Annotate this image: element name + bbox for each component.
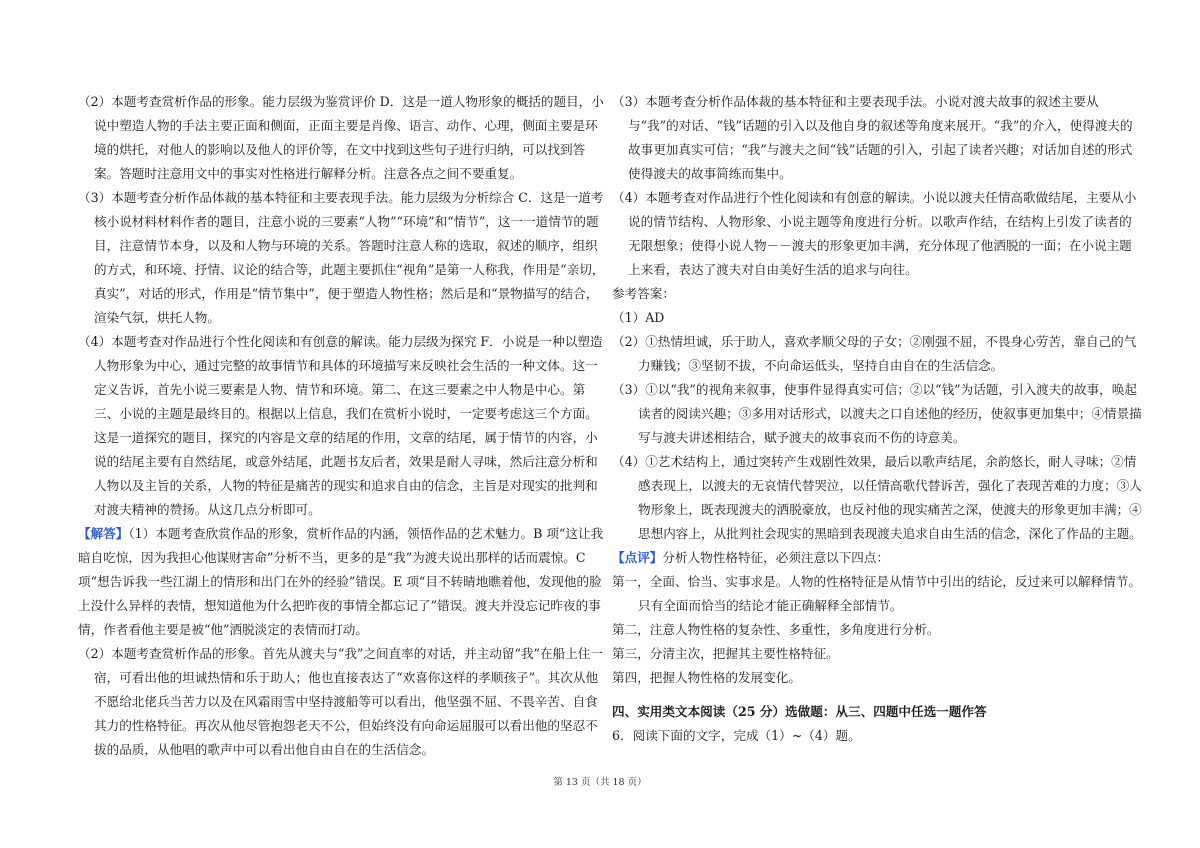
analysis-paragraph-4: （4）本题考查对作品进行个性化阅读和有创意的解读。能力层级为探究 F．小说是一种以塑造人物形象为中心，通过完整的故事情节和具体的环境描写来反映社会生活的一种文体。这一定义告诉，首先小说三要素是人物、情节和环境。第二、在这三要素之中人物是中心。第三、小说的主题是最终目的。根据以上信息，我们在赏析小说时，一定要考虑这三个方面。这是一道探究的题目，探究的内容是文章的结尾的作用，文章的结尾，属于情节的内容，小说的结尾主要有自然结尾，或意外结尾，此题书友后者，效果是耐人寻味，然后注意分析和人物以及主旨的关系，人物的特征是痛苦的现实和追求自由的信念，主旨是对现实的批判和对渡夫精神的赞扬。从这几点分析即可。 — [78, 334, 603, 517]
analysis-paragraph-2: （2）本题考查赏析作品的形象。能力层级为鉴赏评价 D．这是一道人物形象的概括的题目，小说中塑造人物的手法主要正面和侧面，正面主要是肖像、语言、动作、心理，侧面主要是环境的烘托，对他人的影响以及他人的评价等，在文中找到这些句子进行归纳，可以找到答案。答题时注意用文中的事实对性格进行解释分析。注意各点之间不要重复。 — [78, 94, 604, 181]
answer-tag: 【解答】 — [78, 526, 129, 541]
reference-answer-4: （4）①艺术结构上，通过突转产生戏剧性效果，最后以歌声结尾，余韵悠长，耐人寻味；②情感表现上，以渡夫的无哀情代替哭泣，以任情高歌代替诉苦，强化了表现苦难的力度；③人物形象上，既表现渡夫的洒脱豪放，也反衬他的现实痛苦之深，使渡夫的形象更加丰满；④思想内容上，从批判社会现实的黑暗到表现渡夫追求自由生活的信念，深化了作品的主题。 — [612, 454, 1142, 541]
answer-paragraph-2: （2）本题考查赏析作品的形象。首先从渡夫与“我”之间直率的对话，并主动留“我”在船上住一宿，可看出他的坦诚热情和乐于助人；他也直接表达了“欢喜你这样的孝顺孩子”。其次从他不愿给北佬兵当苦力以及在风霜雨雪中坚持渡船等可以看出，他坚强不屈、不畏辛苦、自食其力的性格特征。再次从他尽管抱怨老天不公，但始终没有向命运屈服可以看出他的坚忍不拔的品质，从他唱的歌声中可以看出他自由自在的生活信念。 — [78, 646, 603, 757]
answer-paragraph-1 — [78, 522, 608, 642]
question-6: 6．阅读下面的文字，完成（1）~（4）题。 — [612, 728, 861, 743]
right-column — [612, 90, 1142, 748]
section-heading: 四、实用类文本阅读（25 分）选做题：从三、四题中任选一题作答 — [612, 704, 987, 719]
page-footer: 第 13 页（共 18 页） — [553, 777, 647, 788]
answer-paragraph-4: （4）本题考查对作品进行个性化阅读和有创意的解读。小说以渡夫任情高歌做结尾，主要从小说的情节结构、人物形象、小说主题等角度进行分析。以歌声作结，在结构上引发了读者的无限想象；使得小说人物－－渡夫的形象更加丰满，充分体现了他洒脱的一面；在小说主题上来看，表达了渡夫对自由美好生活的追求与向往。 — [612, 190, 1137, 277]
left-column — [78, 90, 608, 762]
comment-point-1: 第一，全面、恰当、实事求是。人物的性格特征是从情节中引出的结论，反过来可以解释情节。只有全面而恰当的结论才能正确解释全部情节。 — [612, 574, 1141, 613]
analysis-paragraph-3: （3）本题考查分析作品体裁的基本特征和主要表现手法。能力层级为分析综合 C．这是一道考核小说材料材料作者的题目，注意小说的三要素“人物”“环境”和“情节”，这一一道情节的题目，注意情节本身，以及和人物与环境的关系。答题时注意人称的选取，叙述的顺序，组织的方式，和环境、抒情、议论的结合等，此题主要抓住“视角”是第一人称我，作用是“亲切，真实”，对话的形式，作用是“情节集中”，便于塑造人物性格；然后是和“景物描写的结合，渲染气氛，烘托人物。 — [78, 190, 605, 325]
reference-answer-2: （2）①热情坦诚，乐于助人，喜欢孝顺父母的子女；②刚强不屈，不畏身心劳苦，靠自己的气力赚钱；③坚韧不拔，不向命运低头，坚持自由自在的生活信念。 — [612, 334, 1137, 373]
answer-text-1: （1）本题考查欣赏作品的形象，赏析作品的内涵，领悟作品的艺术魅力。B 项“这让我暗自吃惊，因为我担心他谋财害命”分析不当，更多的是“我”为渡夫说出那样的话而震惊。C 项“想告诉我一些江湖上的情形和出门在外的经验”错误。E 项“目不转睛地瞧着他，发现他的脸上没什么异样的表情，想知道他为什么把昨夜的事情全都忘记了”错误。渡夫并没忘记昨夜的事情，作者看他主要是被“他”洒脱淡定的表情而打动。 — [78, 526, 604, 637]
comment-point-3: 第三，分清主次，把握其主要性格特征。 — [612, 646, 839, 661]
answer-paragraph-3: （3）本题考查分析作品体裁的基本特征和主要表现手法。小说对渡夫故事的叙述主要从与“我”的对话、“钱”话题的引入以及他自身的叙述等角度来展开。“我”的介入，使得渡夫的故事更加真实可信；“我”与渡夫之间“钱”话题的引入，引起了读者兴趣；对话加自述的形式使得渡夫的故事简练而集中。 — [612, 94, 1133, 181]
comment-intro: 分析人物性格特征，必须注意以下四点： — [662, 550, 890, 565]
comment-point-2: 第二，注意人物性格的复杂性、多重性，多角度进行分析。 — [612, 622, 940, 637]
reference-answer-3: （3）①以“我”的视角来叙事，使事件显得真实可信；②以“钱”为话题，引入渡夫的故事，唤起读者的阅读兴趣；③多用对话形式，以渡夫之口自述他的经历，使叙事更加集中；④情景描写与渡夫讲述相结合，赋予渡夫的故事哀而不伤的诗意美。 — [612, 382, 1142, 445]
comment-point-4: 第四，把握人物性格的发展变化。 — [612, 670, 801, 685]
reference-answer-1: （1）AD — [612, 310, 665, 325]
comment-paragraph — [612, 546, 1142, 570]
reference-answer-title: 参考答案： — [612, 286, 675, 301]
comment-tag: 【点评】 — [612, 550, 663, 565]
